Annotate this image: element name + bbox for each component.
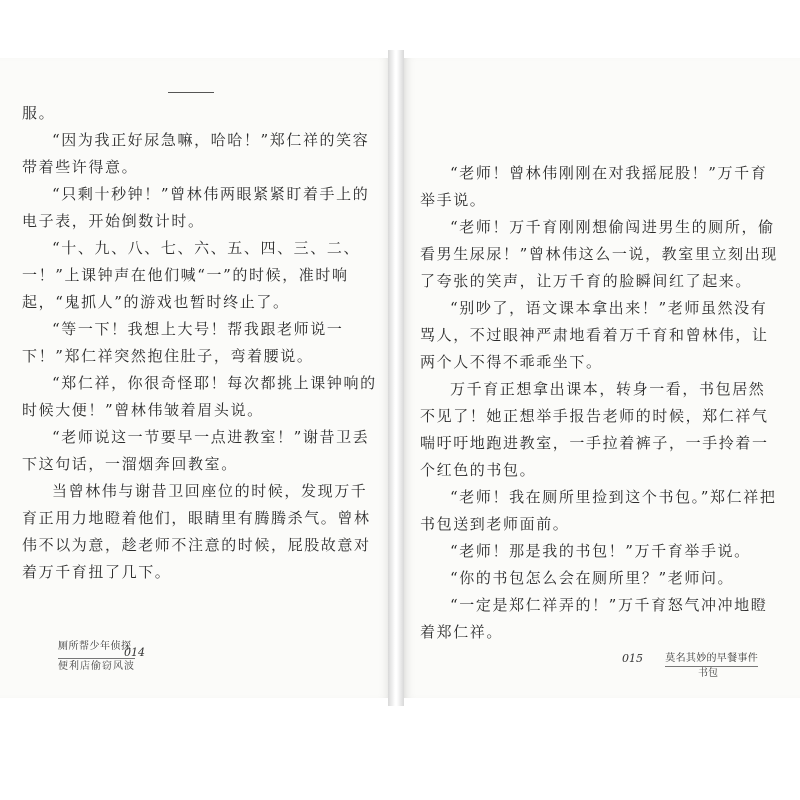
paragraph: “因为我正好尿急嘛，哈哈！”郑仁祥的笑容带着些许得意。 <box>22 131 370 176</box>
paragraph: “老师！我在厕所里捡到这个书包。”郑仁祥把书包送到老师面前。 <box>420 488 777 533</box>
paragraph: “老师！那是我的书包！”万千育举手说。 <box>450 542 751 560</box>
paragraph: “十、九、八、七、六、五、四、三、二、一！”上课钟声在他们喊“一”的时候，准时响起，“鬼抓人”的游戏也暂时终止了。 <box>22 239 361 311</box>
paragraph: “郑仁祥，你很奇怪耶！每次都挑上课钟响的时候大便！”曾林伟皱着眉头说。 <box>22 374 377 419</box>
page-number: 014 <box>124 646 145 659</box>
paragraph: “一定是郑仁祥弄的！”万千育怒气冲冲地瞪着郑仁祥。 <box>420 596 768 641</box>
paragraph: 当曾林伟与谢昔卫回座位的时候，发现万千育正用力地瞪着他们，眼睛里有腾腾杀气。曾林伟不以为意，趁老师不注意的时候，屁股故意对着万千育扭了几下。 <box>22 482 371 581</box>
left-footer <box>58 640 258 680</box>
paragraph: “老师！曾林伟刚刚在对我摇屁股！”万千育举手说。 <box>420 164 768 209</box>
paragraph: “老师！万千育刚刚想偷闯进男生的厕所，偷看男生尿尿！”曾林伟这么一说，教室里立刻出现了夸张的笑声，让万千育的脸瞬间红了起来。 <box>420 218 778 290</box>
left-page-text <box>22 100 377 586</box>
right-footer <box>558 646 758 686</box>
paragraph: 服。 <box>22 104 56 122</box>
header-rule <box>168 92 214 93</box>
paragraph: “别吵了，语文课本拿出来！”老师虽然没有骂人，不过眼神严肃地看着万千育和曾林伟，让两个人不得不乖乖坐下。 <box>420 299 769 371</box>
book-subtitle: 便利店偷窃风波 <box>58 658 135 674</box>
chapter-subtitle: 书包 <box>698 668 718 679</box>
paragraph: “老师说这一节要早一点进教室！”谢昔卫丢下这句话，一溜烟奔回教室。 <box>22 428 370 473</box>
chapter-title: 莫名其妙的早餐事件 <box>665 652 758 667</box>
right-page-text <box>420 160 780 646</box>
paragraph: “只剩十秒钟！”曾林伟两眼紧紧盯着手上的电子表，开始倒数计时。 <box>22 185 370 230</box>
paragraph: 万千育正想拿出课本，转身一看，书包居然不见了！她正想举手报告老师的时候，郑仁祥气喘吁吁地跑进教室，一手拉着裤子，一手拎着一个红色的书包。 <box>420 380 769 479</box>
book-gutter <box>388 50 404 706</box>
paragraph: “你的书包怎么会在厕所里？”老师问。 <box>450 569 735 587</box>
paragraph: “等一下！我想上大号！帮我跟老师说一下！”郑仁祥突然抱住肚子，弯着腰说。 <box>22 320 344 365</box>
page-number: 015 <box>622 652 643 665</box>
series-title: 厕所帮少年侦探 <box>58 641 132 652</box>
